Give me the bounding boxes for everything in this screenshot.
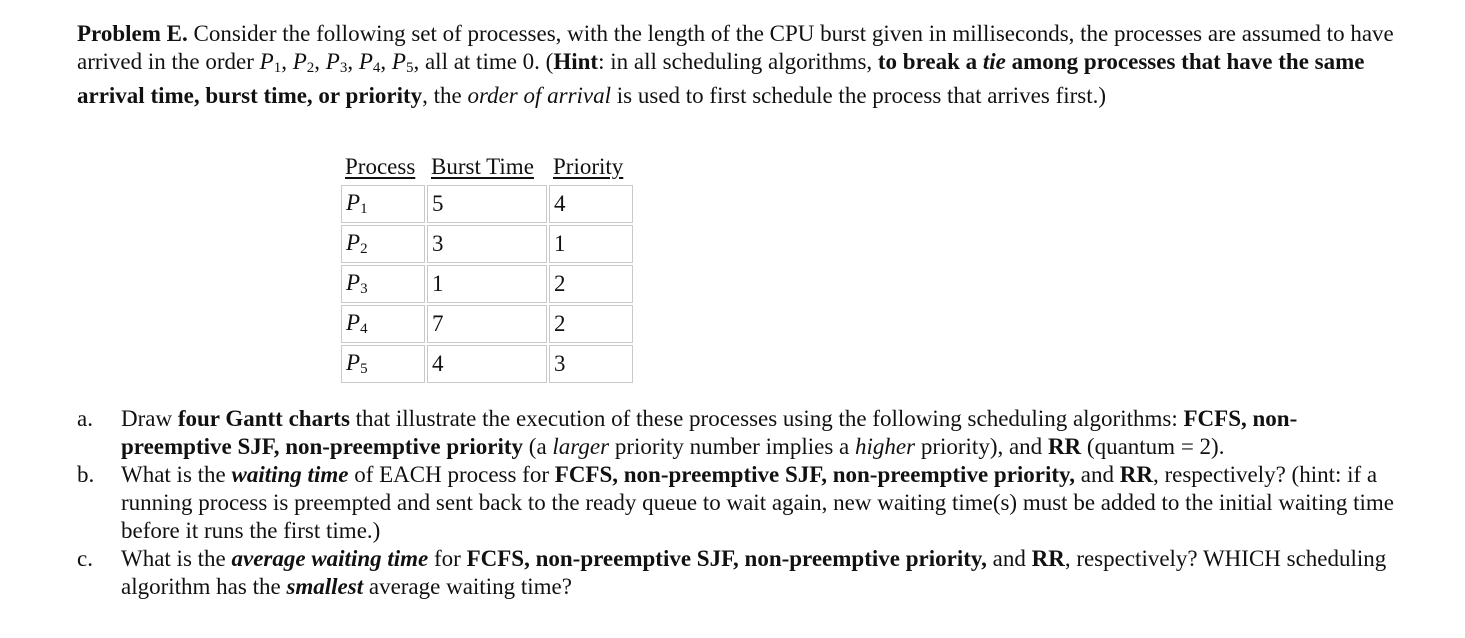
intro-text-5: is used to first schedule the process that arrives first.) [611,83,1107,108]
header-process: Process [345,154,416,179]
burst-cell: 1 [427,265,547,303]
priority-cell: 3 [549,345,633,383]
burst-cell: 3 [427,225,547,263]
order-of-arrival: order of arrival [467,83,612,108]
table-header-row [341,151,633,183]
header-burst-time: Burst Time [431,154,534,179]
priority-cell: 2 [549,305,633,343]
process-cell: $P_3$ [341,265,425,303]
priority-cell: 1 [549,225,633,263]
problem-label: Problem E. [77,21,188,46]
process-table [339,149,635,385]
intro-text-4: , the [422,83,468,108]
process-cell: $P_1$ [341,185,425,223]
hint-label: Hint [553,49,599,74]
process-p5: $P_5$ [391,49,414,76]
tie-break-rule: to break a tie among processes that have the same arrival time, burst time, or priority [77,49,1365,108]
table-row [341,265,633,303]
priority-cell: 4 [549,185,633,223]
question-list [77,405,1407,601]
burst-cell: 4 [427,345,547,383]
intro-text-1: Consider the following set of processes, with the length of the CPU burst given in milliseconds, the processes are assumed to have arrived in the order [77,21,1394,74]
intro-text-3: : in all scheduling algorithms, [598,49,878,74]
process-p3: $P_3$ [325,49,348,76]
question-letter: b. [77,462,95,487]
table-row [341,305,633,343]
problem-statement: Problem E. Consider the following set of processes, with the length of the CPU burst given in milliseconds, the processes are assumed to have arrived in the order $P_1$, $P_2$, $P_3$, $P_4$, $P_5$, all at time 0. (Hint: in all scheduling algorithms, to break a tie among processes that have the same arrival time, burst time, or priority, the order of arrival is used to first schedule the process that arrives first.) [77,21,1394,108]
table-row [341,345,633,383]
table-row [341,225,633,263]
question-letter: a. [77,406,93,431]
question-letter: c. [77,546,93,571]
priority-cell: 2 [549,265,633,303]
table-row [341,185,633,223]
burst-cell: 5 [427,185,547,223]
process-cell: $P_2$ [341,225,425,263]
process-cell: $P_5$ [341,345,425,383]
process-p1: $P_1$ [259,49,282,76]
question-a: a. Draw four Gantt charts that illustrate the execution of these processes using the following scheduling algorithms: FCFS, non-preemptive SJF, non-preemptive priority (a larger priority number implies a higher priority), and RR (quantum = 2). [77,406,1298,459]
process-p4: $P_4$ [358,49,381,76]
intro-text-2: , all at time 0. ( [413,49,554,74]
burst-cell: 7 [427,305,547,343]
process-p2: $P_2$ [292,49,315,76]
header-priority: Priority [553,154,624,179]
question-c: c. What is the average waiting time for FCFS, non-preemptive SJF, non-preemptive priority, and RR, respectively? WHICH scheduling algorithm has the smallest average waiting time? [77,546,1387,599]
process-cell: $P_4$ [341,305,425,343]
question-b: b. What is the waiting time of EACH process for FCFS, non-preemptive SJF, non-preemptive priority, and RR, respectively? (hint: if a running process is preempted and sent back to the ready queue to wait again, new waiting time(s) must be added to the initial waiting time before it runs the first time.) [77,462,1394,543]
